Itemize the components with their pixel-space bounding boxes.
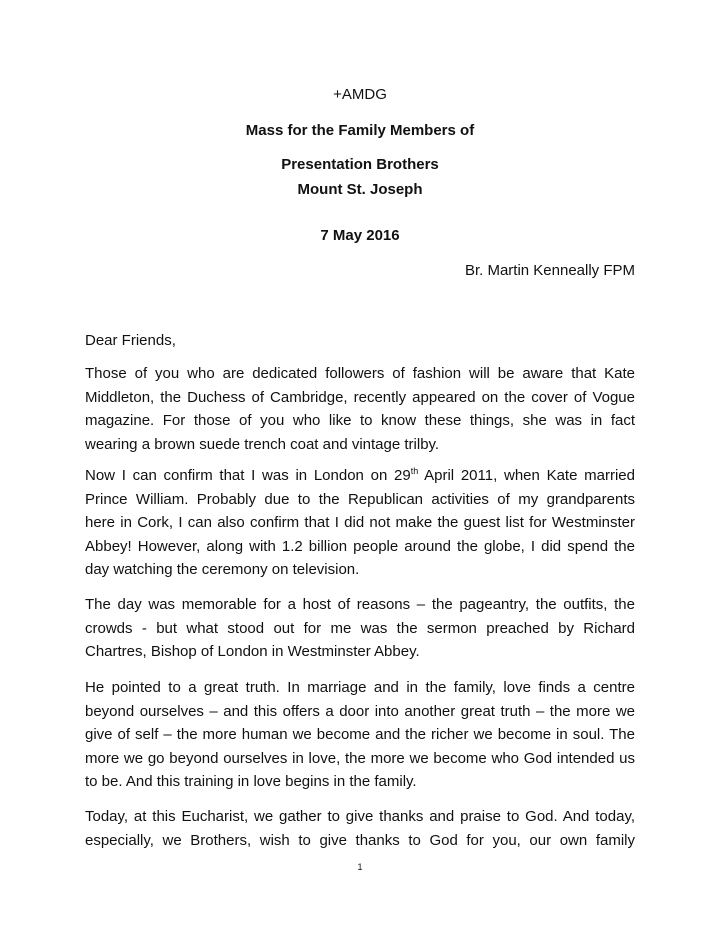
paragraph-line: He pointed to a great truth. In marriage and in the family, love finds a centre: [85, 679, 635, 696]
paragraph-5: [85, 805, 635, 852]
paragraph-line: Chartres, Bishop of London in Westminster Abbey.: [85, 643, 420, 660]
paragraph-line: The day was memorable for a host of reasons – the pageantry, the outfits, the: [85, 596, 635, 613]
paragraph-line: [85, 464, 635, 488]
paragraph-line: Those of you who are dedicated followers of fashion will be aware that Kate: [85, 365, 635, 382]
paragraph-line: Abbey! However, along with 1.2 billion people around the globe, I did spend the: [85, 537, 635, 555]
paragraph-line: Prince William. Probably due to the Republican activities of my grandparents: [85, 490, 635, 508]
paragraph-line: crowds - but what stood out for me was the sermon preached by Richard: [85, 619, 635, 637]
title-line-2: Presentation Brothers: [281, 156, 439, 173]
page-number: 1: [357, 862, 363, 872]
author-line: Br. Martin Kenneally FPM: [464, 262, 635, 279]
paragraph-line: day watching the ceremony on television.: [85, 561, 360, 578]
title-line-1: Mass for the Family Members of: [245, 122, 475, 139]
paragraph-line: wearing a brown suede trench coat and vintage trilby.: [85, 435, 440, 453]
paragraph-4: [85, 676, 635, 794]
paragraph-line-start: Now I can confirm that I was in London on 29: [85, 467, 411, 484]
paragraph-line: give of self – the more human we become and the richer we become in soul. The: [85, 726, 635, 743]
paragraph-line: especially, we Brothers, wish to give thanks to God for you, our own family: [85, 831, 635, 849]
amdg-heading: +AMDG: [333, 86, 387, 103]
paragraph-line: here in Cork, I can also confirm that I did not make the guest list for Westminster: [85, 514, 635, 531]
paragraph-3: [85, 593, 635, 664]
title-line-3: Mount St. Joseph: [297, 181, 423, 198]
paragraph-line-end: April 2011, when Kate married: [418, 467, 635, 484]
paragraph-2: [85, 464, 635, 582]
ordinal-suffix: th: [410, 466, 419, 476]
paragraph-line: Middleton, the Duchess of Cambridge, recently appeared on the cover of Vogue: [85, 388, 635, 406]
paragraph-1: [85, 362, 635, 456]
paragraph-line: more we go beyond ourselves in love, the more we become who God intended us: [85, 749, 635, 767]
salutation: Dear Friends,: [85, 332, 176, 349]
paragraph-line: magazine. For those of you who like to know these things, she was in fact: [85, 412, 635, 429]
paragraph-line: to be. And this training in love begins in the family.: [85, 773, 417, 790]
paragraph-line: beyond ourselves – and this offers a door into another great truth – the more we: [85, 702, 635, 720]
paragraph-line: Today, at this Eucharist, we gather to give thanks and praise to God. And today,: [85, 808, 635, 825]
date-heading: 7 May 2016: [320, 227, 400, 244]
